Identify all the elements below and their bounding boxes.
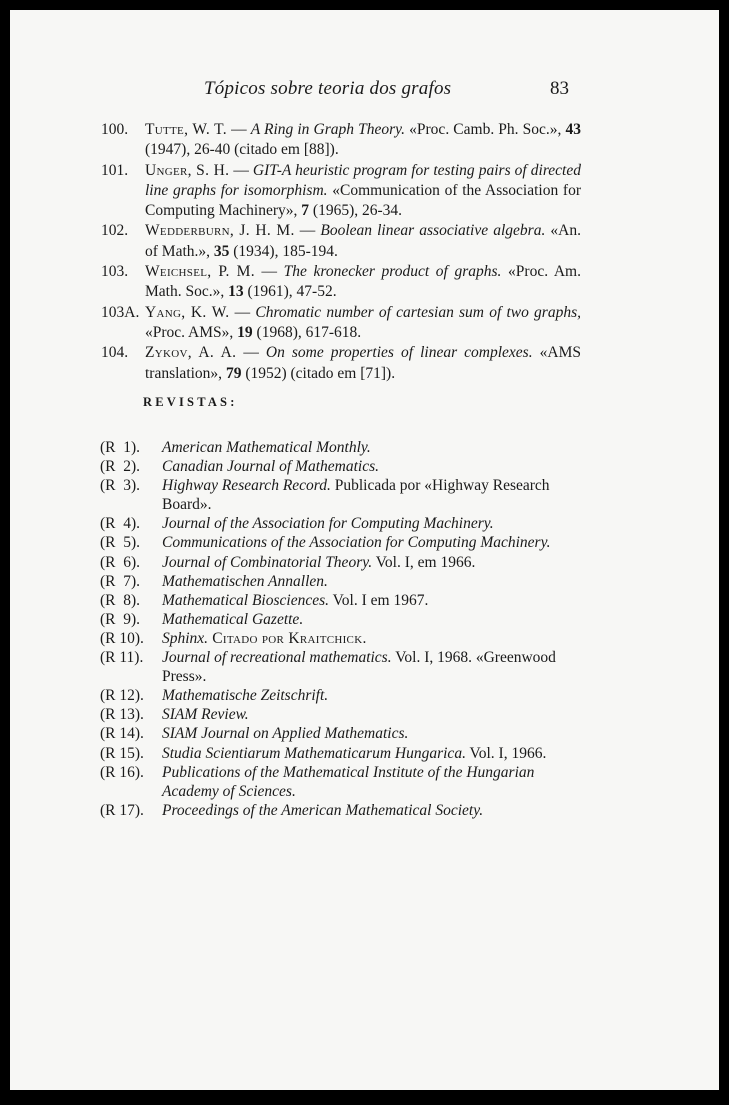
journal-item — [100, 438, 582, 457]
reference-separator: — — [254, 263, 284, 281]
journal-number: (R 6). — [100, 553, 141, 571]
reference-number: 103A. — [101, 303, 140, 321]
journal-note: Vol. I, 1966. — [465, 744, 547, 762]
journal-item — [100, 629, 582, 648]
reference-volume: 43 — [565, 121, 582, 138]
journal-title: Journal of recreational mathematics. — [162, 649, 392, 667]
journal-note: Citado por Kraitchick. — [208, 629, 367, 647]
reference-source: «AMS translation», — [145, 344, 581, 382]
reference-author: Tutte, W. T. — [145, 121, 227, 138]
reference-item — [101, 120, 581, 161]
journal-number: (R 13). — [100, 706, 144, 724]
reference-source: «Proc. AMS», — [145, 323, 238, 341]
reference-list — [101, 120, 581, 384]
reference-item — [101, 221, 581, 262]
reference-title: GIT-A heuristic program for testing pairs of directed line graphs for isomorphism. — [145, 161, 581, 199]
reference-title: Boolean linear associative algebra. — [320, 222, 546, 240]
journal-title: Publications of the Mathematical Institute of the Hungarian Academy of Sciences. — [162, 763, 535, 800]
journal-number: (R 7). — [100, 572, 141, 590]
journal-title: SIAM Journal on Applied Mathematics. — [162, 725, 409, 743]
reference-source: «Proc. Camb. Ph. Soc.», — [405, 121, 566, 138]
journal-title: Mathematical Biosciences. — [162, 591, 330, 609]
reference-volume: 13 — [228, 283, 244, 301]
reference-separator: — — [229, 303, 256, 321]
reference-title: On some properties of linear complexes. — [265, 344, 533, 362]
journal-number: (R 5). — [100, 534, 141, 552]
journal-title: Studia Scientiarum Mathematicarum Hungarica. — [162, 744, 466, 762]
journal-item — [100, 572, 582, 591]
journal-item — [100, 763, 582, 801]
reference-author: Yang, K. W. — [145, 303, 230, 321]
reference-separator: — — [236, 344, 266, 362]
reference-separator: — — [294, 222, 321, 240]
journal-number: (R 1). — [100, 439, 141, 456]
reference-details: (1934), 185-194. — [229, 242, 338, 260]
reference-item — [101, 262, 581, 303]
journal-item — [100, 553, 582, 572]
journal-title: Mathematische Zeitschrift. — [162, 687, 329, 705]
journal-number: (R 12). — [100, 687, 144, 705]
journal-number: (R 4). — [100, 515, 141, 533]
reference-number: 103. — [101, 263, 129, 281]
journal-title: Mathematischen Annallen. — [162, 572, 328, 590]
journal-item — [100, 801, 582, 820]
journal-title: Communications of the Association for Computing Machinery. — [162, 534, 551, 552]
reference-title: The kronecker product of graphs. — [283, 263, 502, 281]
reference-details: (1968), 617-618. — [252, 323, 362, 341]
journal-title: SIAM Review. — [162, 706, 249, 724]
section-heading-revistas: REVISTAS: — [143, 395, 238, 409]
reference-source: «Communication of the Association for Computing Machinery», — [145, 181, 581, 220]
journal-note: Vol. I em 1967. — [329, 591, 429, 609]
journal-number: (R 10). — [100, 629, 144, 647]
journal-title: Sphinx. — [162, 629, 209, 647]
journal-number: (R 15). — [100, 744, 144, 762]
journal-number: (R 8). — [100, 591, 141, 609]
reference-title: Chromatic number of cartesian sum of two graphs, — [255, 303, 581, 321]
journal-title: American Mathematical Monthly. — [162, 439, 371, 456]
reference-author: Unger, S. H. — [145, 161, 230, 179]
reference-source: «Proc. Am. Math. Soc.», — [145, 263, 581, 301]
journal-title: Journal of Combinatorial Theory. — [162, 553, 373, 571]
reference-title: A Ring in Graph Theory. — [250, 121, 406, 138]
journal-note: Vol. I, em 1966. — [372, 553, 476, 571]
reference-item — [101, 343, 581, 384]
reference-item — [101, 303, 581, 344]
journal-item — [100, 457, 582, 476]
journal-item — [100, 476, 582, 514]
reference-number: 104. — [101, 344, 129, 362]
reference-author: Weichsel, P. M. — [145, 263, 255, 281]
journal-title: Mathematical Gazette. — [162, 610, 304, 628]
journal-title: Highway Research Record. — [162, 477, 331, 495]
reference-item — [101, 161, 581, 222]
reference-details: (1961), 47-52. — [243, 283, 337, 301]
reference-volume: 35 — [213, 242, 230, 260]
journal-item — [100, 686, 582, 705]
journal-title: Proceedings of the American Mathematical Society. — [162, 801, 484, 819]
running-title: Tópicos sobre teoria dos grafos — [204, 78, 452, 99]
page-number: 83 — [550, 78, 569, 99]
journal-number: (R 16). — [100, 763, 144, 781]
journal-number: (R 3). — [100, 477, 141, 495]
journal-number: (R 2). — [100, 458, 141, 476]
page-header — [10, 78, 719, 102]
journal-item — [100, 610, 582, 629]
journal-item — [100, 724, 582, 743]
reference-separator: — — [229, 161, 253, 179]
journal-item — [100, 533, 582, 552]
journal-title: Canadian Journal of Mathematics. — [162, 458, 379, 476]
journal-list — [100, 438, 582, 820]
journal-title: Journal of the Association for Computing Machinery. — [162, 515, 494, 533]
journal-number: (R 9). — [100, 610, 141, 628]
journal-item — [100, 744, 582, 763]
reference-author: Wedderburn, J. H. M. — [145, 222, 295, 240]
reference-volume: 19 — [237, 323, 253, 341]
journal-note: Vol. I, 1968. «Greenwood Press». — [162, 649, 556, 686]
reference-author: Zykov, A. A. — [145, 344, 237, 362]
reference-details: (1965), 26-34. — [309, 202, 403, 220]
journal-number: (R 11). — [100, 649, 144, 667]
reference-source: «An. of Math.», — [145, 222, 581, 260]
journal-item — [100, 591, 582, 610]
reference-separator: — — [226, 121, 251, 138]
reference-volume: 7 — [301, 202, 310, 220]
reference-number: 101. — [101, 161, 129, 179]
journal-number: (R 17). — [100, 801, 144, 819]
reference-number: 100. — [101, 121, 129, 138]
journal-item — [100, 514, 582, 533]
journal-note: Publicada por «Highway Research Board». — [162, 477, 550, 514]
journal-item — [100, 648, 582, 686]
journal-number: (R 14). — [100, 725, 144, 743]
reference-number: 102. — [101, 222, 129, 240]
page — [10, 10, 719, 1090]
journal-item — [100, 705, 582, 724]
reference-details: (1947), 26-40 (citado em [88]). — [145, 141, 339, 159]
reference-details: (1952) (citado em [71]). — [241, 364, 396, 382]
reference-volume: 79 — [225, 364, 242, 382]
